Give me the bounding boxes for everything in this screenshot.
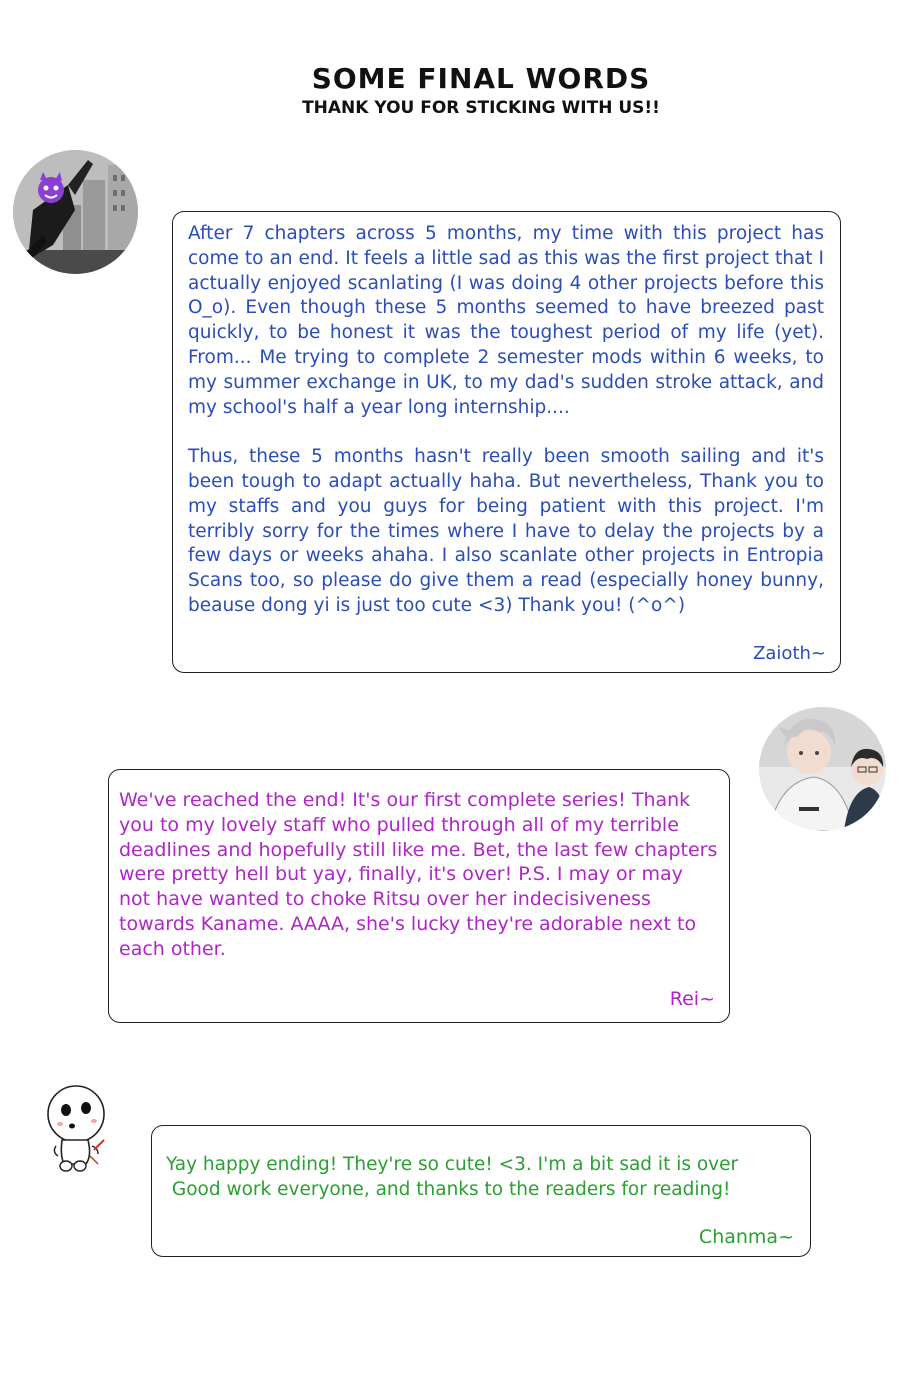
rei-avatar bbox=[759, 707, 886, 831]
zaioth-avatar bbox=[13, 150, 138, 274]
climber-purple-devil-avatar-icon bbox=[13, 150, 138, 274]
message-paragraph: Yay happy ending! They're so cute! <3. I'm a bit sad it is over Good work everyone, and thanks to the readers for reading! bbox=[166, 1154, 739, 1200]
page-title: SOME FINAL WORDS bbox=[311, 62, 651, 95]
chanma-avatar bbox=[42, 1084, 112, 1174]
white-spirit-doll-avatar-icon bbox=[42, 1084, 112, 1174]
message-paragraph: After 7 chapters across 5 months, my time with this project has come to an end. It feels a little sad as this was the first project that I actually enjoyed scanlating (I was doing 4 other projects before this O_o). Even though these 5 months seemed to have breezed past quickly, to be honest it was the toughest period of my life (yet). From... Me trying to complete 2 semester mods within 6 weeks, to my summer exchange in UK, to my dad's sudden stroke attack, and my school's half a year long internship.... bbox=[188, 223, 824, 418]
signature-zaioth: Zaioth~ bbox=[753, 643, 826, 664]
message-bubble-zaioth bbox=[172, 211, 841, 673]
message-bubble-rei bbox=[108, 769, 730, 1023]
message-paragraph: We've reached the end! It's our first complete series! Thank you to my lovely staff who pulled through all of my terrible deadlines and hopefully still like me. Bet, the last few chapters were pretty hell but yay, finally, it's over! P.S. I may or may not have wanted to choke Ritsu over her indecisiveness towards Kaname. AAAA, she's lucky they're adorable next to each other. bbox=[119, 789, 718, 960]
message-bubble-chanma bbox=[151, 1125, 811, 1257]
signature-rei: Rei~ bbox=[669, 988, 715, 1010]
signature-chanma: Chanma~ bbox=[698, 1226, 794, 1248]
anime-characters-avatar-icon bbox=[759, 707, 886, 831]
message-paragraph: Thus, these 5 months hasn't really been smooth sailing and it's been tough to adapt actually haha. But nevertheless, Thank you to my staffs and you guys for being patient with this project. I'm terribly sorry for the times where I have to delay the projects by a few days or weeks ahaha. I also scanlate other projects in Entropia Scans too, so please do give them a read (especially honey bunny, beause dong yi is just too cute <3) Thank you! (^o^) bbox=[188, 446, 824, 616]
page-subtitle: THANK YOU FOR STICKING WITH US!! bbox=[302, 98, 660, 118]
